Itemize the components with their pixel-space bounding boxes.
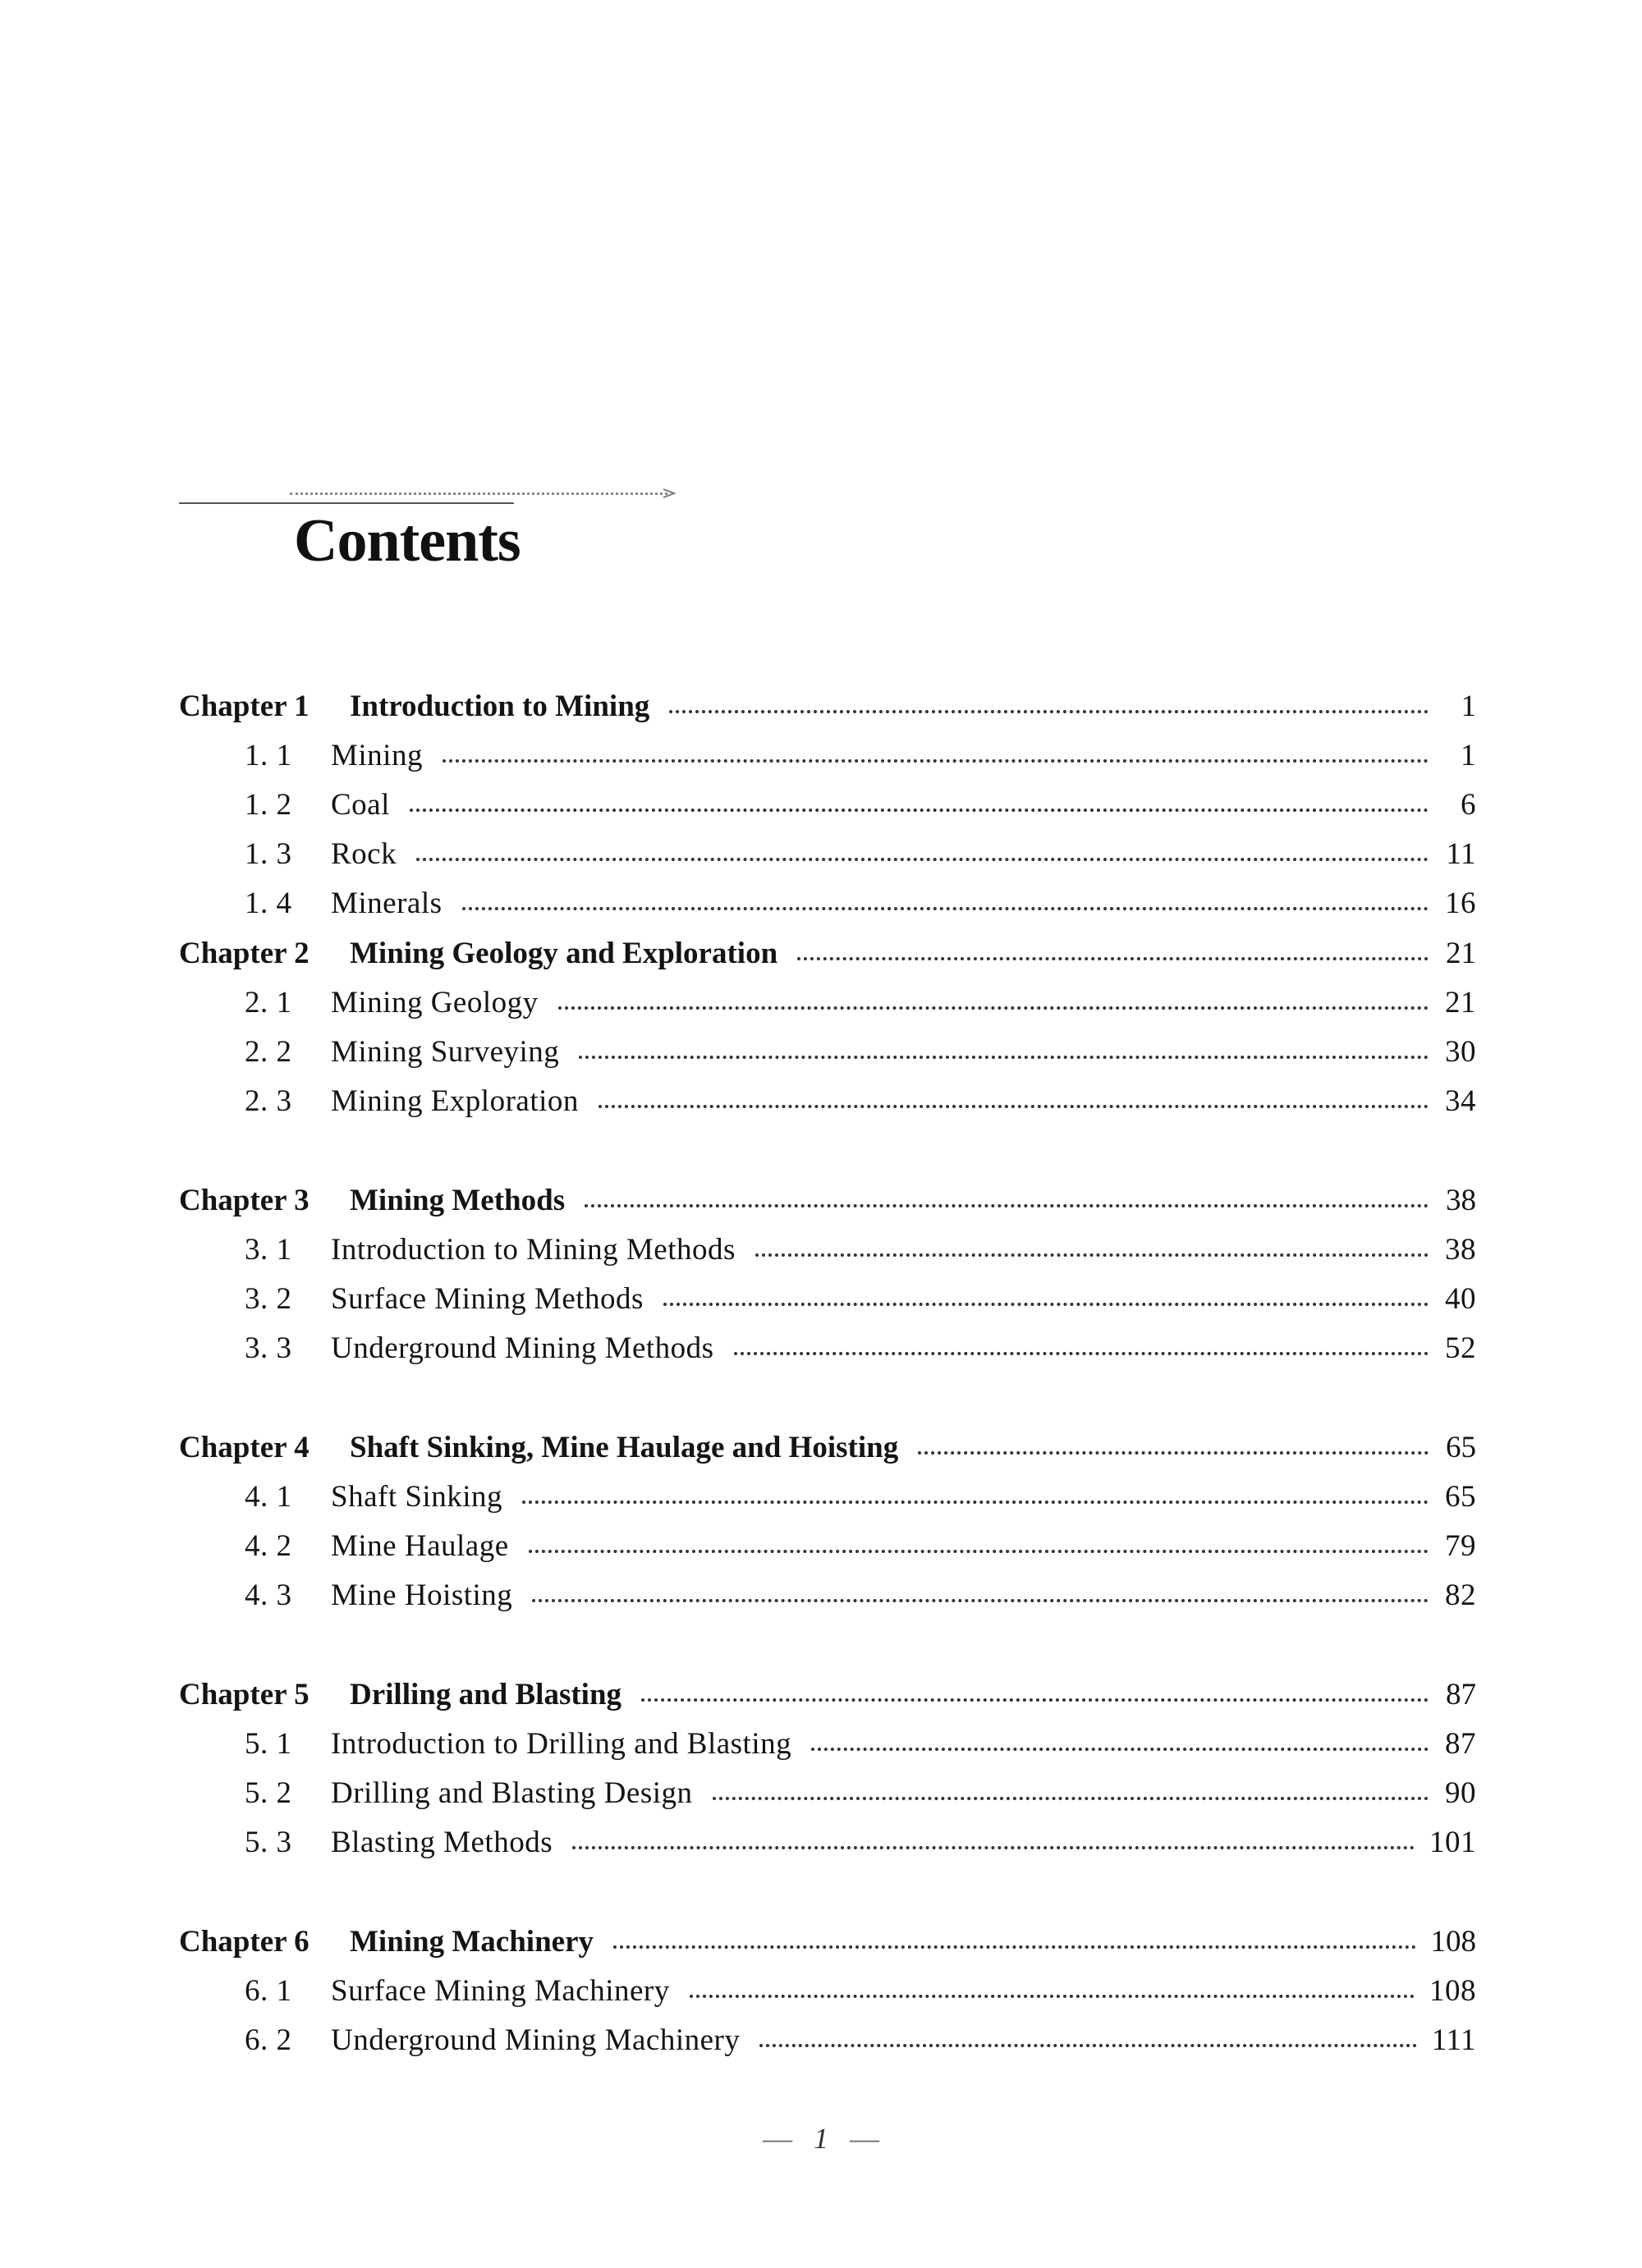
chapter-label: Chapter 5 xyxy=(179,1677,310,1711)
section-page-number: 6 xyxy=(1461,787,1476,822)
section-number: 5. 1 xyxy=(245,1726,292,1761)
chapter-title: Introduction to Mining xyxy=(350,689,650,723)
section-number: 5. 2 xyxy=(245,1775,292,1810)
dot-leader xyxy=(462,907,1429,910)
section-page-number: 65 xyxy=(1445,1479,1476,1514)
section-entry[interactable] xyxy=(245,1720,1476,1766)
section-number: 2. 1 xyxy=(245,985,292,1019)
dot-leader xyxy=(522,1501,1429,1504)
section-page-number: 11 xyxy=(1446,836,1476,871)
section-page-number: 21 xyxy=(1445,985,1476,1019)
section-number: 4. 3 xyxy=(245,1578,292,1612)
chapter-title: Mining Machinery xyxy=(350,1924,594,1959)
dot-leader xyxy=(797,957,1429,960)
section-entry[interactable] xyxy=(245,831,1476,877)
section-title: Minerals xyxy=(331,886,443,920)
section-title: Underground Mining Methods xyxy=(331,1331,714,1365)
chapter-page-number: 87 xyxy=(1446,1677,1476,1711)
chapter-label: Chapter 4 xyxy=(179,1430,310,1464)
dot-leader xyxy=(811,1748,1429,1751)
section-number: 6. 1 xyxy=(245,1973,292,2008)
chapter-entry[interactable] xyxy=(179,930,1476,976)
dot-leader xyxy=(755,1253,1429,1257)
section-entry[interactable] xyxy=(245,880,1476,926)
chapter-entry[interactable] xyxy=(179,1671,1476,1717)
section-title: Drilling and Blasting Design xyxy=(331,1775,693,1810)
dot-leader xyxy=(558,1006,1429,1010)
section-title: Introduction to Drilling and Blasting xyxy=(331,1726,792,1761)
section-title: Introduction to Mining Methods xyxy=(331,1232,736,1267)
dot-leader xyxy=(690,1995,1415,1998)
section-title: Mine Haulage xyxy=(331,1528,509,1563)
section-title: Underground Mining Machinery xyxy=(331,2023,741,2057)
chapter-page-number: 1 xyxy=(1461,689,1476,723)
section-page-number: 40 xyxy=(1445,1281,1476,1316)
dot-leader xyxy=(532,1599,1429,1602)
chapter-title: Shaft Sinking, Mine Haulage and Hoisting xyxy=(350,1430,899,1464)
section-entry[interactable] xyxy=(245,1473,1476,1519)
section-title: Coal xyxy=(331,787,390,822)
section-entry[interactable] xyxy=(245,732,1476,778)
section-title: Mining Exploration xyxy=(331,1084,579,1118)
section-entry[interactable] xyxy=(245,1029,1476,1074)
section-number: 1. 2 xyxy=(245,787,292,822)
section-number: 3. 3 xyxy=(245,1331,292,1365)
dot-leader xyxy=(599,1105,1429,1108)
section-entry[interactable] xyxy=(245,781,1476,827)
section-number: 3. 1 xyxy=(245,1232,292,1267)
section-number: 4. 1 xyxy=(245,1479,292,1514)
section-page-number: 87 xyxy=(1445,1726,1476,1761)
section-entry[interactable] xyxy=(245,1819,1476,1865)
dot-leader xyxy=(410,809,1429,812)
section-title: Rock xyxy=(331,836,397,871)
dot-leader xyxy=(613,1945,1415,1949)
dot-leader xyxy=(918,1451,1429,1455)
dot-leader xyxy=(579,1056,1429,1059)
dot-leader xyxy=(663,1303,1429,1306)
section-entry[interactable] xyxy=(245,2017,1476,2063)
footer-dash-left: — xyxy=(763,2122,792,2155)
chapter-label: Chapter 1 xyxy=(179,689,310,723)
section-page-number: 111 xyxy=(1431,2023,1476,2057)
chapter-title: Mining Methods xyxy=(350,1183,566,1217)
section-page-number: 90 xyxy=(1445,1775,1476,1810)
chapter-entry[interactable] xyxy=(179,1918,1476,1964)
section-entry[interactable] xyxy=(245,1226,1476,1272)
chapter-label: Chapter 3 xyxy=(179,1183,310,1217)
chapter-entry[interactable] xyxy=(179,1177,1476,1223)
section-number: 5. 3 xyxy=(245,1825,292,1859)
dot-leader xyxy=(529,1550,1429,1553)
section-title: Mine Hoisting xyxy=(331,1578,513,1612)
section-entry[interactable] xyxy=(245,1078,1476,1124)
section-page-number: 1 xyxy=(1461,738,1476,772)
chapter-page-number: 108 xyxy=(1430,1924,1476,1959)
dot-leader xyxy=(443,759,1429,763)
section-number: 2. 2 xyxy=(245,1034,292,1069)
section-number: 3. 2 xyxy=(245,1281,292,1316)
section-number: 1. 3 xyxy=(245,836,292,871)
chapter-page-number: 21 xyxy=(1446,936,1476,970)
dot-leader xyxy=(641,1698,1429,1702)
chapter-title: Drilling and Blasting xyxy=(350,1677,622,1711)
section-entry[interactable] xyxy=(245,1572,1476,1618)
section-page-number: 30 xyxy=(1445,1034,1476,1069)
section-page-number: 38 xyxy=(1445,1232,1476,1267)
section-page-number: 52 xyxy=(1445,1331,1476,1365)
section-entry[interactable] xyxy=(245,1968,1476,2014)
section-entry[interactable] xyxy=(245,1276,1476,1322)
chapter-entry[interactable] xyxy=(179,683,1476,729)
section-number: 1. 4 xyxy=(245,886,292,920)
dot-leader xyxy=(416,858,1429,861)
footer-page-number: 1 xyxy=(814,2122,828,2155)
section-entry[interactable] xyxy=(245,979,1476,1025)
section-title: Blasting Methods xyxy=(331,1825,553,1859)
section-page-number: 101 xyxy=(1429,1825,1476,1859)
section-number: 1. 1 xyxy=(245,738,292,772)
chapter-entry[interactable] xyxy=(179,1424,1476,1470)
section-title: Surface Mining Machinery xyxy=(331,1973,670,2008)
section-title: Mining xyxy=(331,738,423,772)
page-footer xyxy=(0,2121,1642,2156)
chapter-page-number: 38 xyxy=(1446,1183,1476,1217)
chapter-label: Chapter 2 xyxy=(179,936,310,970)
footer-dash-right: — xyxy=(850,2122,879,2155)
chapter-title: Mining Geology and Exploration xyxy=(350,936,778,970)
section-page-number: 108 xyxy=(1429,1973,1476,2008)
section-title: Surface Mining Methods xyxy=(331,1281,644,1316)
dot-leader xyxy=(585,1204,1429,1207)
dot-leader xyxy=(713,1797,1429,1800)
dot-leader xyxy=(572,1846,1415,1849)
section-page-number: 79 xyxy=(1445,1528,1476,1563)
chapter-page-number: 65 xyxy=(1446,1430,1476,1464)
chapter-label: Chapter 6 xyxy=(179,1924,310,1959)
section-page-number: 82 xyxy=(1445,1578,1476,1612)
section-number: 2. 3 xyxy=(245,1084,292,1118)
dot-leader xyxy=(669,710,1429,713)
dot-leader xyxy=(734,1352,1429,1355)
section-title: Mining Surveying xyxy=(331,1034,560,1069)
section-entry[interactable] xyxy=(245,1770,1476,1816)
section-entry[interactable] xyxy=(245,1523,1476,1569)
section-title: Shaft Sinking xyxy=(331,1479,502,1514)
section-page-number: 34 xyxy=(1445,1084,1476,1118)
section-page-number: 16 xyxy=(1445,886,1476,920)
page-title: Contents xyxy=(294,507,521,575)
section-entry[interactable] xyxy=(245,1325,1476,1371)
section-number: 6. 2 xyxy=(245,2023,292,2057)
section-title: Mining Geology xyxy=(331,985,539,1019)
section-number: 4. 2 xyxy=(245,1528,292,1563)
dot-leader xyxy=(759,2044,1416,2047)
